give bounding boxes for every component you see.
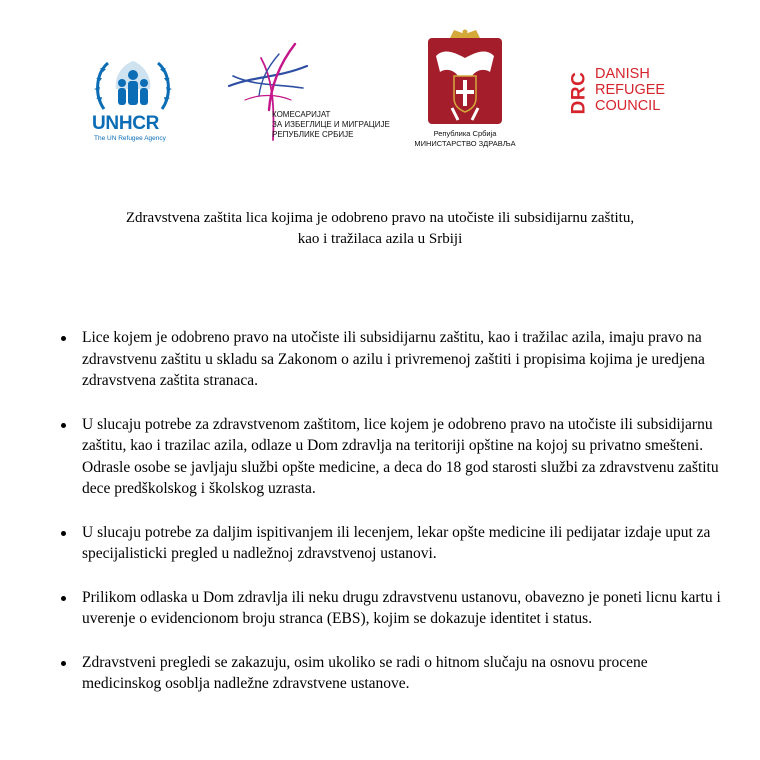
bullet-text: U slucaju potrebe za daljim ispitivanjem ili lecenjem, lekar opšte medicine ili pedijatar izdaje uput za specijalisticki pregled u nadležnoj zdravstvenoj ustanovi. [82, 523, 711, 562]
bullet-text: U slucaju potrebe za zdravstvenom zaštitom, lice kojem je odobreno pravo na utočiste ili subsidijarnu zaštitu, kao i trazilac azila, odlaze u Dom zdravlja na teritoriji opštine na kojoj su privatno smešteni. Odrasle osobe se javljaju službi opšte medicine, a deca do 18 god starosti službi za zdravstvenu zaštitu dece predškolskog i školskog uzrasta. [82, 415, 719, 497]
bullet-item [0, 414, 760, 500]
bullet-dot-icon [61, 531, 66, 536]
info-bullet-list [0, 327, 760, 717]
bullet-item [0, 587, 760, 630]
document-title: Zdravstvena zaštita lica kojima je odobreno pravo na utočiste ili subsidijarnu zaštitu, kao i tražilaca azila u Srbiji [125, 210, 635, 247]
bullet-text: Prilikom odlaska u Dom zdravlja ili neku drugu zdravstvenu ustanovu, obavezno je poneti licnu kartu i uverenje o evidencionom broju stranca (EBS), kojim se dokazuje identitet i status. [82, 588, 721, 627]
unhcr-tagline: The UN Refugee Agency [94, 135, 166, 142]
bullet-dot-icon [61, 336, 66, 341]
serbian-coat-of-arms-icon [410, 28, 520, 128]
commissariat-name: КОМЕСАРИЈАТ ЗА ИЗБЕГЛИЦЕ И МИГРАЦИЈЕ РЕПУБЛИКЕ СРБИЈЕ [272, 110, 390, 139]
bullet-item [0, 522, 760, 565]
drc-letters: DRC [568, 71, 590, 115]
bullet-item [0, 327, 760, 392]
drc-name: DANISH REFUGEE COUNCIL [595, 66, 666, 114]
bullet-dot-icon [61, 423, 66, 428]
bullet-dot-icon [61, 596, 66, 601]
commissariat-logo [225, 40, 395, 145]
bullet-item [0, 652, 760, 695]
drc-logo [570, 62, 670, 122]
bullet-text: Lice kojem je odobreno pravo na utočiste ili subsidijarnu zaštitu, kao i tražilac azila, imaju pravo na zdravstvenu zaštitu u skladu sa Zakonom o azilu i privremenoj zaštiti i propisima kojima je uredjena zdravstvena zaštita stranaca. [82, 329, 705, 389]
serbia-ministry-logo [410, 28, 520, 158]
unhcr-wordmark: UNHCR [92, 113, 160, 134]
unhcr-emblem-icon [92, 55, 174, 113]
serbia-ministry-name: Република Србија МИНИСТАРСТВО ЗДРАВЉА [414, 129, 516, 148]
bullet-text: Zdravstveni pregledi se zakazuju, osim ukoliko se radi o hitnom slučaju na osnovu procene medicinskog osoblja nadležne zdravstvene ustanove. [82, 653, 648, 692]
bullet-dot-icon [61, 661, 66, 666]
unhcr-logo [92, 55, 174, 145]
